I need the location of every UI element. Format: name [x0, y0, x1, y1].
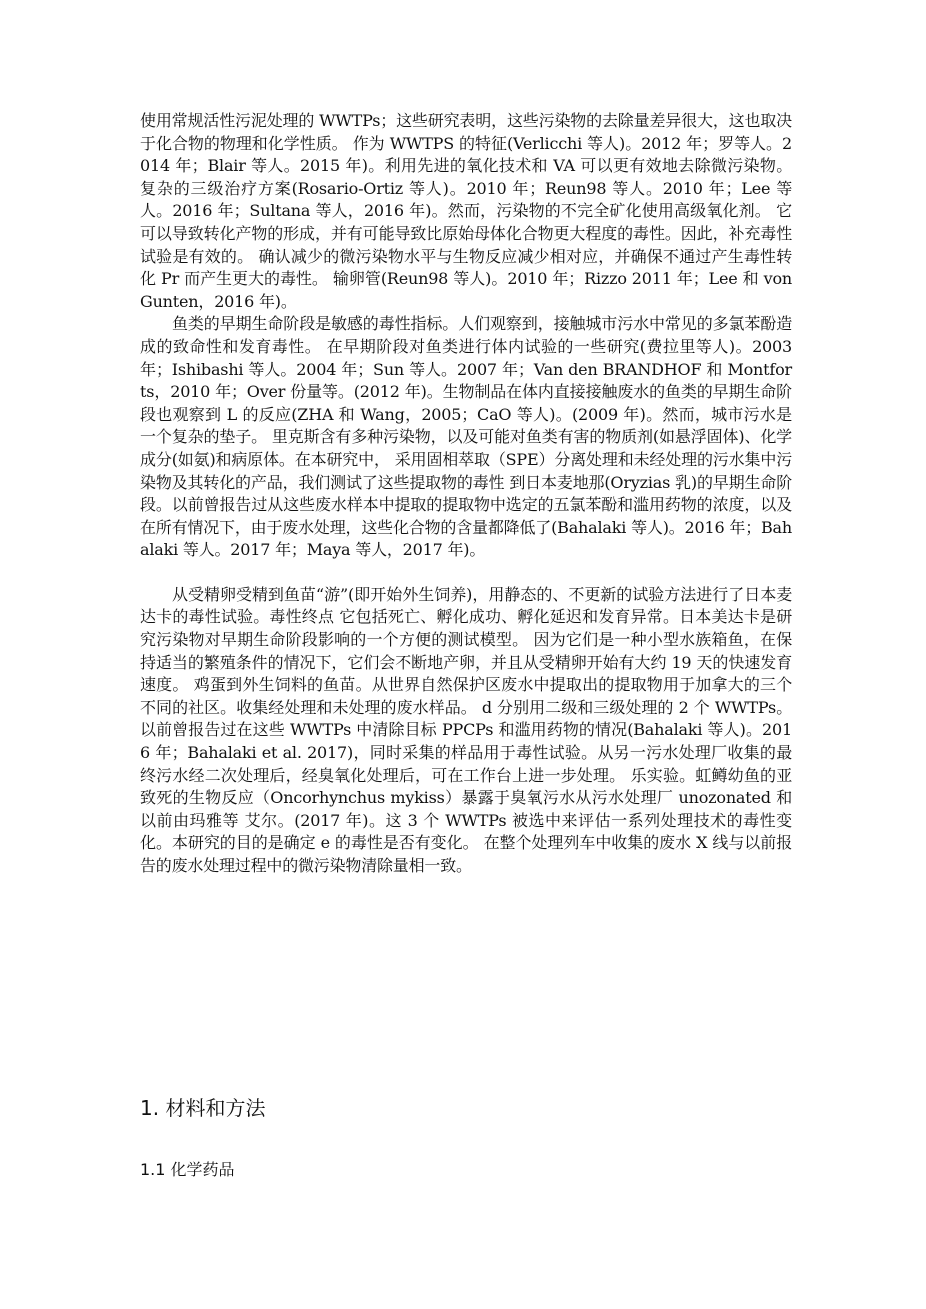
paragraph-gap — [140, 562, 792, 584]
paragraph-wwtp-removal: 使用常规活性污泥处理的 WWTPs；这些研究表明，这些污染物的去除量差异很大，这也取决于化合物的物理和化学性质。 作为 WWTPS 的特征(Verlicchi 等人)。2012 年；罗等人。2014 年；Blair 等人。2015 年)。利用先进的氧化技术和 VA 可以更有效地去除微污染物。 复杂的三级治疗方案(Rosario-Ortiz 等人)。2010 年；Reun98 等人。2010 年；Lee 等人。2016 年；Sultana 等人，2016 年)。然而，污染物的不完全矿化使用高级氧化剂。 它可以导致转化产物的形成，并有可能导致比原始母体化合物更大程度的毒性。因此，补充毒性试验是有效的。 确认减少的微污染物水平与生物反应减少相对应，并确保不通过产生毒性转化 Pr 而产生更大的毒性。 输卵管(Reun98 等人)。2010 年；Rizzo 2011 年；Lee 和 von Gunten，2016 年)。 — [140, 111, 792, 311]
paragraph-medaka-test: 从受精卵受精到鱼苗“游”(即开始外生饲养)，用静态的、不更新的试验方法进行了日本麦达卡的毒性试验。毒性终点 它包括死亡、孵化成功、孵化延迟和发育异常。日本美达卡是研究污染物对早期生命阶段影响的一个方便的测试模型。 因为它们是一种小型水族箱鱼，在保持适当的繁殖条件的情况下，它们会不断地产卵，并且从受精卵开始有大约 19 天的快速发育速度。 鸡蛋到外生饲料的鱼苗。从世界自然保护区废水中提取出的提取物用于加拿大的三个不同的社区。收集经处理和未处理的废水样品。 d 分别用二级和三级处理的 2 个 WWTPs。以前曾报告过在这些 WWTPs 中清除目标 PPCPs 和滥用药物的情况(Bahalaki 等人)。2016 年；Bahalaki et al. 2017)，同时采集的样品用于毒性试验。从另一污水处理厂收集的最终污水经二次处理后，经臭氧化处理后，可在工作台上进一步处理。 乐实验。虹鳟幼鱼的亚致死的生物反应（Oncorhynchus mykiss）暴露于臭氧污水从污水处理厂 unozonated 和以前由玛雅等 艾尔。(2017 年)。这 3 个 WWTPs 被选中来评估一系列处理技术的毒性变化。本研究的目的是确定 e 的毒性是否有变化。 在整个处理列车中收集的废水 X 线与以前报告的废水处理过程中的微污染物清除量相一致。 — [140, 584, 792, 875]
section-heading: 1. 材料和方法 — [140, 1096, 266, 1120]
subsection-heading: 1.1 化学药品 — [140, 1160, 235, 1179]
paragraph-fish-early-life: 鱼类的早期生命阶段是敏感的毒性指标。人们观察到，接触城市污水中常见的多氯苯酚造成的致命性和发育毒性。 在早期阶段对鱼类进行体内试验的一些研究(费拉里等人)。2003 年；Ishibashi 等人。2004 年；Sun 等人。2007 年；Van den BRANDHOF 和 Montforts，2010 年；Over 份量等。(2012 年)。生物制品在体内直接接触废水的鱼类的早期生命阶段也观察到 L 的反应(ZHA 和 Wang，2005；CaO 等人)。(2009 年)。然而，城市污水是一个复杂的垫子。 里克斯含有多种污染物，以及可能对鱼类有害的物质剂(如悬浮固体)、化学成分(如氨)和病原体。在本研究中， 采用固相萃取（SPE）分离处理和未经处理的污水集中污染物及其转化的产品，我们测试了这些提取物的毒性 到日本麦地那(Oryzias 乳)的早期生命阶段。以前曾报告过从这些废水样本中提取的提取物中选定的五氯苯酚和滥用药物的浓度，以及 在所有情况下，由于废水处理，这些化合物的含量都降低了(Bahalaki 等人)。2016 年；Bahalaki 等人。2017 年；Maya 等人，2017 年)。 — [140, 314, 792, 560]
document-body — [140, 110, 792, 878]
